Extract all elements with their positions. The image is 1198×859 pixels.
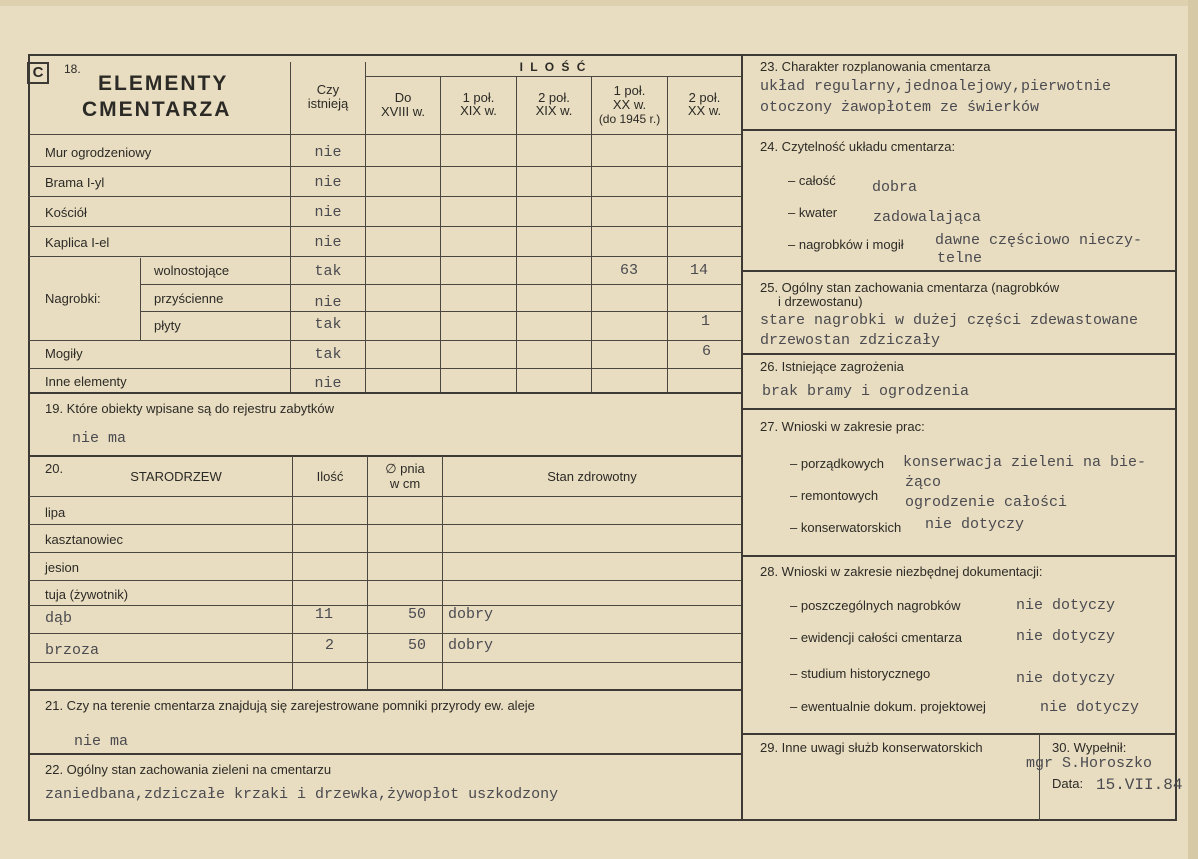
col-czy-line2: istnieją [307,96,349,111]
s21-value: nie ma [74,733,129,750]
s21-label: 21. Czy na terenie cmentarza znajdują się zarejestrowane pomniki przyrody ew. aleje [45,698,535,713]
s18-title-line2: CMENTARZA [82,98,232,121]
s20-bottom [28,689,741,691]
column-divider [741,54,743,821]
s19-label: 19. Które obiekty wpisane są do rejestru zabytków [45,401,335,416]
s23-label: 23. Charakter rozplanowania cmentarza [760,59,991,74]
row-value-plyty: tak [314,316,342,333]
s29-label: 29. Inne uwagi służb konserwatorskich [760,740,983,755]
s18-divider-3 [516,76,517,392]
s22-value: zaniedbana,zdziczałe krzaki i drzewka,żywopłot uszkodzony [45,786,559,803]
period-header-5a: 2 poł. [688,90,721,105]
s20-col-pnia-2: w cm [389,476,421,491]
s27-porz-line1: konserwacja zieleni na bie- [903,454,1147,471]
brzoza-pnia: 50 [408,637,427,654]
s28-item3-value: nie dotyczy [1016,670,1116,687]
period-header-1a: Do [394,90,412,105]
row-label-kosciol: Kościół [45,205,87,220]
dab-ilosc: 11 [315,606,334,623]
s25-bottom [742,353,1177,355]
s25-line2: drzewostan zdziczały [760,332,941,349]
row-value-kaplica: nie [314,234,342,251]
s18-row-line [28,256,741,257]
s30-label: 30. Wypełnił: [1052,740,1127,755]
nagrobki-label: Nagrobki: [45,291,101,306]
row-label-kaplica: Kaplica I-el [45,235,110,250]
s27-label: 27. Wnioski w zakresie prac: [760,419,925,434]
s22-label: 22. Ogólny stan zachowania zieleni na cmentarzu [45,762,332,777]
s27-kons-label: – konserwatorskich [790,520,902,535]
s18-row-line [28,340,741,341]
dab-pnia: 50 [408,606,427,623]
s25-line1: stare nagrobki w dużej części zdewastowane [760,312,1139,329]
s20-row-line [28,580,741,581]
row-label-plyty: płyty [154,318,181,333]
s18-divider-czy [290,62,291,392]
s20-header-bottom [28,496,741,497]
section-letter-box: C [27,62,49,84]
row-value-inne: nie [314,375,342,392]
wolnostojace-1pol-xx: 63 [620,262,639,279]
wolnostojace-2pol-xx: 14 [690,262,709,279]
brzoza-ilosc: 2 [325,637,335,654]
brzoza-stan: dobry [448,637,494,654]
tree-brzoza: brzoza [45,642,100,659]
s20-col-stan: Stan zdrowotny [547,469,637,484]
s18-header-bottom [28,134,741,135]
s30-name: mgr S.Horoszko [1026,755,1153,772]
s20-title: STARODRZEW [130,469,222,484]
tree-dab: dąb [45,610,73,627]
period-header-4c: (do 1945 r.) [598,112,661,126]
s25-label-line1: 25. Ogólny stan zachowania cmentarza (nagrobków [760,280,1060,295]
s18-divider-2 [440,76,441,392]
s21-bottom [28,753,741,755]
s18-row-line [140,284,741,285]
s30-date: 15.VII.84 [1096,776,1183,794]
period-header-2a: 1 poł. [462,90,495,105]
row-label-mogily: Mogiły [45,346,83,361]
dab-stan: dobry [448,606,494,623]
s29-s30-divider [1039,734,1040,821]
card-edge-right [1188,0,1198,859]
period-header-5b: XX w. [687,103,722,118]
ilosc-header-line [365,76,741,77]
s20-row-line [28,552,741,553]
row-label-mur: Mur ogrodzeniowy [45,145,152,160]
s20-row-line [28,662,741,663]
s24-kwater-label: – kwater [788,205,838,220]
s24-bottom [742,270,1177,272]
period-header-3a: 2 poł. [538,90,570,105]
plyty-2pol-xx: 1 [701,313,711,330]
s24-nagrobkow-line1: dawne częściowo nieczy- [935,232,1143,249]
s25-label-line2: i drzewostanu) [778,294,863,309]
s20-divider-3 [442,456,443,689]
tree-lipa: lipa [45,505,66,520]
row-value-kosciol: nie [314,204,342,221]
s26-value: brak bramy i ogrodzenia [762,383,970,400]
period-header-2b: XIX w. [460,103,497,118]
s27-bottom [742,555,1177,557]
s18-row-line [140,311,741,312]
mogily-2pol-xx: 6 [702,343,712,360]
col-czy-line1: Czy [316,82,340,97]
row-value-brama: nie [314,174,342,191]
tree-jesion: jesion [45,560,79,575]
s26-bottom [742,408,1177,410]
card-edge-top [0,0,1198,6]
s20-row-line [28,633,741,634]
s20-col-ilosc: Ilość [316,469,344,484]
s27-rem-value: ogrodzenie całości [905,494,1068,511]
s18-row-line [28,196,741,197]
s28-item1-label: – poszczególnych nagrobków [790,598,961,613]
row-label-wolnostojace: wolnostojące [154,263,230,278]
s23-bottom [742,129,1177,131]
s28-item1-value: nie dotyczy [1016,597,1116,614]
s20-number: 20. [45,461,64,476]
row-label-przyscienne: przyścienne [154,291,224,306]
s18-bottom [28,392,741,394]
tree-tuja: tuja (żywotnik) [45,587,129,602]
s28-item3-label: – studium historycznego [790,666,931,681]
s26-label: 26. Istniejące zagrożenia [760,359,904,374]
s18-row-line [28,166,741,167]
s28-item2-label: – ewidencji całości cmentarza [790,630,962,645]
s19-value: nie ma [72,430,127,447]
s19-bottom [28,455,741,457]
period-header-4b: XX w. [612,97,647,112]
s27-rem-label: – remontowych [790,488,879,503]
s30-date-label: Data: [1052,776,1084,791]
s23-line2: otoczony żawopłotem ze świerków [760,99,1040,116]
row-value-wolnostojace: tak [314,263,342,280]
s27-porz-label: – porządkowych [790,456,884,471]
s18-row-line [28,226,741,227]
s18-divider-5 [667,76,668,392]
s20-row-line [28,524,741,525]
s24-kwater-value: zadowalająca [873,209,982,226]
row-value-mur: nie [314,144,342,161]
row-label-brama: Brama I-yl [45,175,105,190]
s23-line1: układ regularny,jednoalejowy,pierwotnie [760,78,1112,95]
s18-number: 18. [64,62,81,76]
tree-kasztanowiec: kasztanowiec [45,532,124,547]
s20-col-pnia-1: ∅ pnia [385,461,425,476]
row-value-przyscienne: nie [314,294,342,311]
s28-item2-value: nie dotyczy [1016,628,1116,645]
s20-divider-1 [292,456,293,689]
s18-title-line1: ELEMENTY [98,72,229,95]
s28-label: 28. Wnioski w zakresie niezbędnej dokumentacji: [760,564,1043,579]
s24-label: 24. Czytelność układu cmentarza: [760,139,956,154]
s24-nagrobkow-label: – nagrobków i mogił [788,237,904,252]
s28-item4-label: – ewentualnie dokum. projektowej [790,699,986,714]
col-ilosc-header: I L O Ś Ć [519,60,588,74]
s24-nagrobkow-line2: telne [937,250,983,267]
s24-calosc-value: dobra [872,179,918,196]
s28-item4-value: nie dotyczy [1040,699,1140,716]
s18-row-line [28,368,741,369]
s20-row-line [28,605,741,606]
s27-porz-line2: żąco [905,474,942,491]
row-label-inne: Inne elementy [45,374,127,389]
s24-calosc-label: – całość [788,173,836,188]
s27-kons-value: nie dotyczy [925,516,1025,533]
s28-bottom [742,733,1177,735]
nagrobki-divider [140,258,141,340]
period-header-4a: 1 poł. [613,83,646,98]
row-value-mogily: tak [314,346,342,363]
period-header-1b: XVIII w. [380,104,426,119]
period-header-3b: XIX w. [535,103,573,118]
